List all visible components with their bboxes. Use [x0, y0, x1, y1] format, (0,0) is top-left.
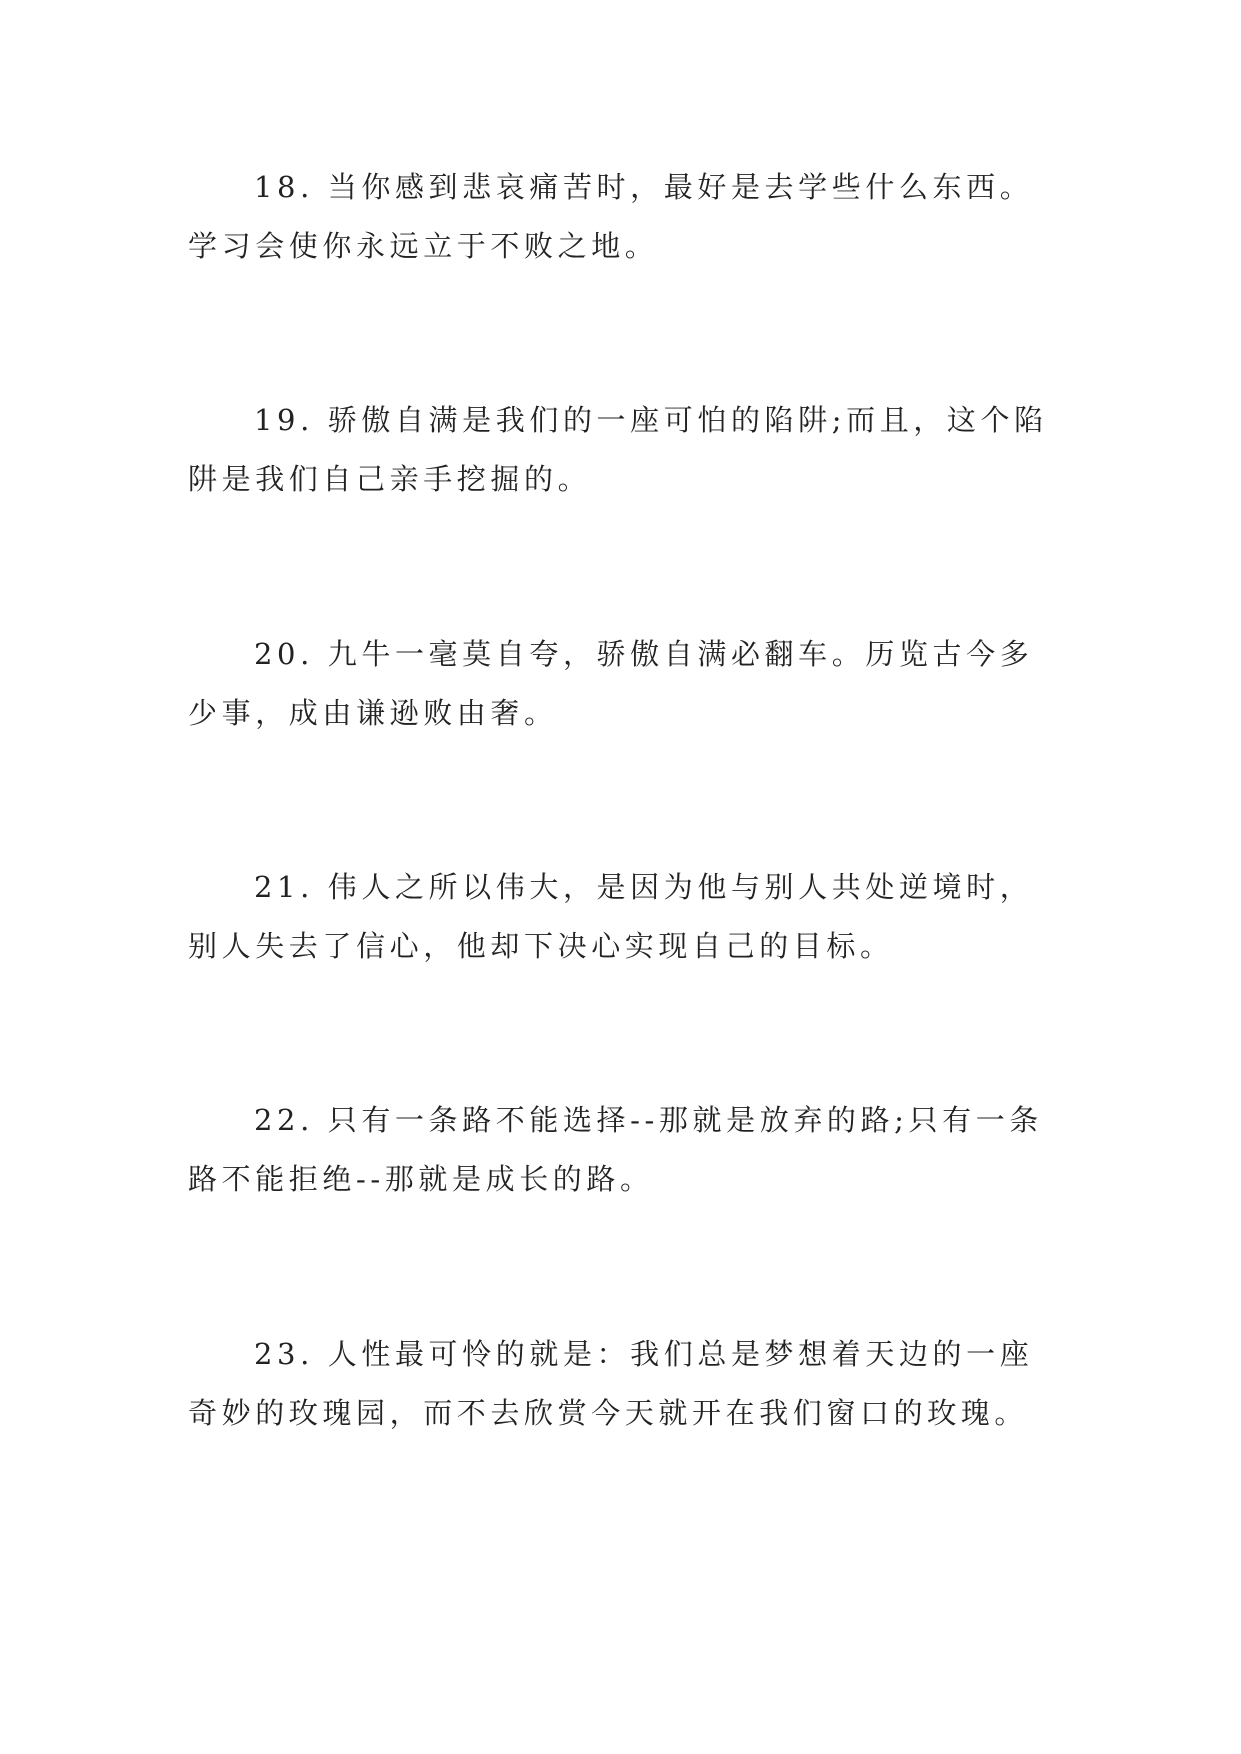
- quote-paragraph-21: 21. 伟人之所以伟大，是因为他与别人共处逆境时，别人失去了信心，他却下决心实现自己的目标。: [188, 870, 1034, 963]
- quote-paragraph-23: 23. 人性最可怜的就是：我们总是梦想着天边的一座奇妙的玫瑰园，而不去欣赏今天就开在我们窗口的玫瑰。: [188, 1337, 1034, 1430]
- quote-paragraph-18: 18. 当你感到悲哀痛苦时，最好是去学些什么东西。学习会使你永远立于不败之地。: [188, 170, 1034, 263]
- quote-paragraph-19: 19. 骄傲自满是我们的一座可怕的陷阱;而且，这个陷阱是我们自己亲手挖掘的。: [188, 403, 1048, 496]
- quote-paragraph-22: 22. 只有一条路不能选择--那就是放弃的路;只有一条路不能拒绝--那就是成长的路。: [188, 1103, 1043, 1196]
- quote-paragraph-20: 20. 九牛一毫莫自夸，骄傲自满必翻车。历览古今多少事，成由谦逊败由奢。: [188, 637, 1034, 730]
